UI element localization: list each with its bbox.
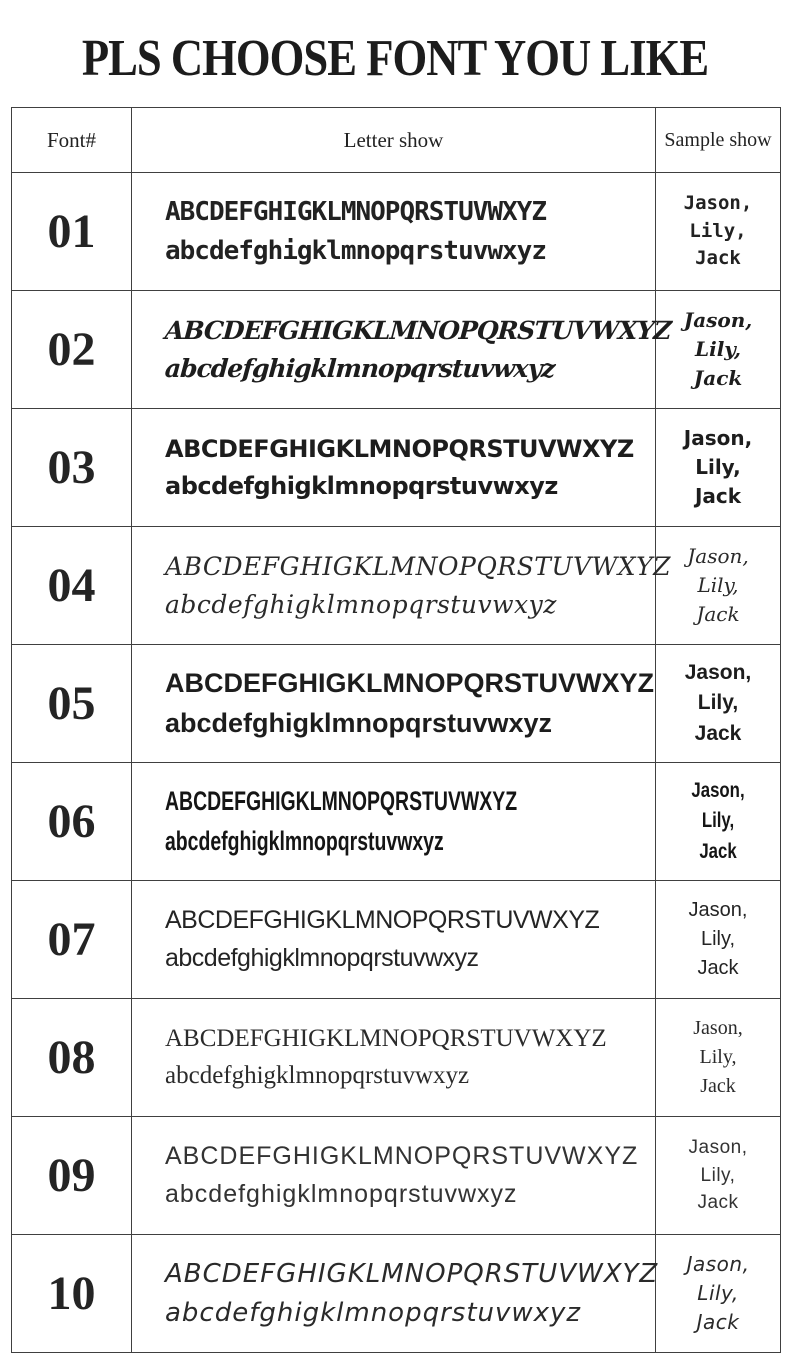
sample-line: Jack	[696, 602, 740, 626]
sample-line: Lily,	[695, 455, 741, 479]
sample-line: Jason,	[688, 899, 748, 921]
sample-line: Jack	[700, 1075, 736, 1097]
col-header-font-number: Font#	[12, 108, 132, 173]
letters-lowercase: abcdefghigklmnopqrstuvwxyz	[165, 1062, 470, 1089]
letters-lowercase: abcdefghigklmnopqrstuvwxyz	[163, 354, 556, 383]
sample-line: Jack	[693, 366, 743, 390]
font-row-06	[12, 763, 781, 881]
sample-show-cell	[656, 1235, 781, 1353]
sample-line: Lily,	[700, 1164, 736, 1186]
sample-line: Jack	[697, 957, 739, 979]
letters-uppercase: ABCDEFGHIGKLMNOPQRSTUVWXYZ	[165, 1142, 639, 1170]
sample-line: Jason,	[687, 544, 749, 568]
sample-line: Lily,	[697, 573, 739, 597]
letters-uppercase: ABCDEFGHIGKLMNOPQRSTUVWXYZ	[163, 316, 672, 345]
letters-lowercase: abcdefghigklmnopqrstuvwxyz	[165, 1180, 518, 1208]
sample-line: Jason,	[686, 1252, 750, 1276]
sample-show-cell	[656, 173, 781, 291]
font-number: 05	[12, 645, 132, 763]
letter-show-cell	[132, 291, 672, 409]
sample-line: Jason,	[684, 660, 752, 684]
sample-line: Lily,	[695, 337, 741, 361]
letter-show-cell	[132, 527, 671, 645]
letters-lowercase: abcdefghigklmnopqrstuvwxyz	[165, 944, 479, 972]
letter-show-cell	[132, 763, 656, 881]
font-number: 03	[12, 409, 132, 527]
sample-line: Lily,	[697, 1281, 739, 1305]
font-row-02	[12, 291, 781, 409]
sample-show-cell	[656, 527, 781, 645]
letters-uppercase: ABCDEFGHIGKLMNOPQRSTUVWXYZ	[165, 786, 518, 816]
letters-lowercase: abcdefghigklmnopqrstuvwxyz	[165, 826, 444, 856]
letters-uppercase: ABCDEFGHIGKLMNOPQRSTUVWXYZ	[165, 197, 546, 227]
page-title: PLS CHOOSE FONT YOU LIKE	[81, 29, 709, 87]
letter-show-cell	[132, 1235, 659, 1353]
sample-show-cell	[656, 999, 781, 1117]
sample-line: Jack	[697, 1192, 739, 1214]
col-header-letter-show: Letter show	[132, 108, 656, 173]
sample-show-cell	[656, 1117, 781, 1235]
sample-line: Jack	[694, 721, 742, 745]
font-number: 08	[12, 999, 132, 1117]
font-row-09	[12, 1117, 781, 1235]
font-row-04	[12, 527, 781, 645]
letters-uppercase: ABCDEFGHIGKLMNOPQRSTUVWXYZ	[165, 906, 600, 934]
sample-line: Jack	[695, 247, 741, 270]
letters-uppercase: ABCDEFGHIGKLMNOPQRSTUVWXYZ	[165, 1025, 607, 1052]
font-number: 01	[12, 173, 132, 291]
sample-show-cell	[656, 291, 781, 409]
sample-line: Lily,	[699, 1046, 737, 1068]
sample-show-cell	[656, 763, 781, 881]
font-row-05	[12, 645, 781, 763]
letters-lowercase: abcdefghigklmnopqrstuvwxyz	[165, 1298, 582, 1328]
letter-show-cell	[132, 881, 656, 999]
sample-line: Lily,	[689, 219, 747, 242]
header-row	[12, 108, 781, 173]
sample-show-cell	[656, 409, 781, 527]
font-row-08	[12, 999, 781, 1117]
sample-line: Jack	[694, 484, 742, 508]
sample-show-cell	[656, 645, 781, 763]
letter-show-cell	[132, 1117, 656, 1235]
letters-lowercase: abcdefghigklmnopqrstuvwxyz	[165, 590, 557, 619]
letters-uppercase: ABCDEFGHIGKLMNOPQRSTUVWXYZ	[165, 1259, 659, 1289]
col-header-sample-show: Sample show	[656, 108, 781, 173]
letter-show-cell	[132, 409, 656, 527]
font-row-01	[12, 173, 781, 291]
font-row-10	[12, 1235, 781, 1353]
sample-line: Lily,	[700, 928, 736, 950]
sample-line: Lily,	[697, 691, 739, 715]
font-number: 09	[12, 1117, 132, 1235]
letters-uppercase: ABCDEFGHIGKLMNOPQRSTUVWXYZ	[165, 552, 671, 581]
sample-line: Jason,	[691, 778, 745, 802]
sample-line: Jason,	[688, 1137, 748, 1159]
letters-lowercase: abcdefghigklmnopqrstuvwxyz	[165, 236, 546, 266]
letter-show-cell	[132, 999, 656, 1117]
font-number: 07	[12, 881, 132, 999]
letter-show-cell	[132, 645, 656, 763]
letters-lowercase: abcdefghigklmnopqrstuvwxyz	[165, 708, 553, 738]
font-number: 04	[12, 527, 132, 645]
letters-uppercase: ABCDEFGHIGKLMNOPQRSTUVWXYZ	[165, 668, 654, 698]
sample-line: Jason,	[693, 1017, 743, 1039]
letter-show-cell	[132, 173, 656, 291]
font-number: 10	[12, 1235, 132, 1353]
font-row-03	[12, 409, 781, 527]
sample-line: Jack	[696, 1310, 740, 1334]
font-number: 06	[12, 763, 132, 881]
letters-lowercase: abcdefghigklmnopqrstuvwxyz	[165, 472, 558, 500]
sample-show-cell	[656, 881, 781, 999]
sample-line: Jack	[699, 839, 737, 863]
sample-line: Jason,	[683, 192, 753, 215]
font-row-07	[12, 881, 781, 999]
letters-uppercase: ABCDEFGHIGKLMNOPQRSTUVWXYZ	[165, 435, 634, 463]
sample-line: Jason,	[683, 308, 753, 332]
sample-line: Lily,	[701, 809, 735, 833]
font-number: 02	[12, 291, 132, 409]
font-table	[11, 107, 781, 1353]
sample-line: Jason,	[683, 426, 753, 450]
